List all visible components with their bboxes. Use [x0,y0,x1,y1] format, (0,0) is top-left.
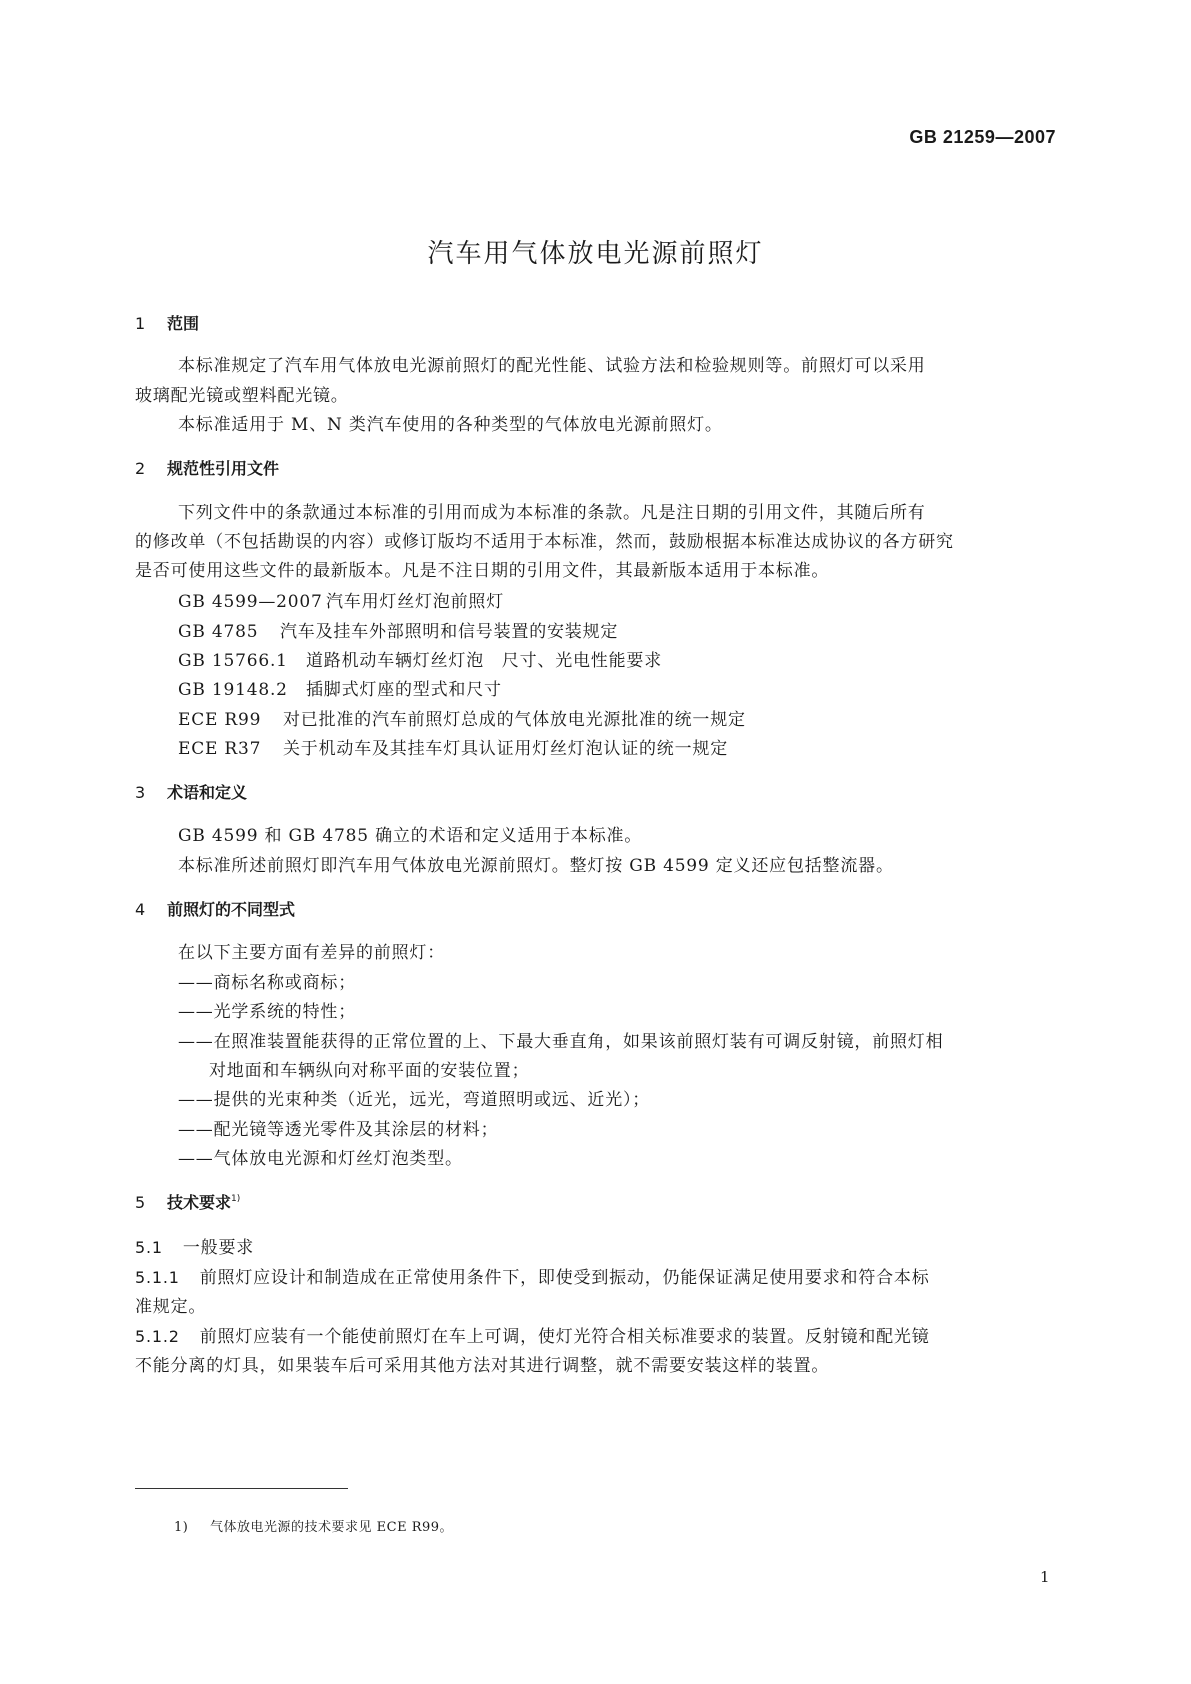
footnote [174,1516,453,1535]
section-title: 规范性引用文件 [167,459,280,478]
section-number: 5 [135,1193,146,1212]
subsection-5-1 [135,1233,254,1258]
footnote-text: 气体放电光源的技术要求见 ECE R99。 [210,1520,454,1535]
reference-item [178,734,728,759]
reference-title: 汽车及挂车外部照明和信号装置的安装规定 [280,622,619,642]
clause-5-1-2 [135,1322,930,1347]
list-item: ——光学系统的特性； [178,1002,356,1022]
clause-text: 前照灯应装有一个能使前照灯在车上可调，使灯光符合相关标准要求的装置。反射镜和配光镜 [199,1327,930,1347]
reference-title: 关于机动车及其挂车灯具认证用灯丝灯泡认证的统一规定 [283,739,728,759]
footnote-divider [135,1488,348,1489]
document-title: 汽车用气体放电光源前照灯 [427,239,764,269]
paragraph: 的修改单（不包括勘误的内容）或修订版均不适用于本标准，然而，鼓励根据本标准达成协议的各方研究 [135,532,954,552]
paragraph: 是否可使用这些文件的最新版本。凡是不注日期的引用文件，其最新版本适用于本标准。 [135,561,830,581]
clause-text: 前照灯应设计和制造成在正常使用条件下，即使受到振动，仍能保证满足使用要求和符合本标 [199,1268,930,1288]
list-item: ——商标名称或商标； [178,973,356,993]
reference-title: 道路机动车辆灯丝灯泡 尺寸、光电性能要求 [306,651,662,671]
subsection-title: 一般要求 [182,1238,255,1258]
reference-code: GB 4785 [178,622,259,642]
list-item: ——在照准装置能获得的正常位置的上、下最大垂直角，如果该前照灯装有可调反射镜，前照灯相 [178,1032,944,1052]
paragraph: 不能分离的灯具，如果装车后可采用其他方法对其进行调整，就不需要安装这样的装置。 [135,1356,830,1376]
list-item: ——提供的光束种类（近光，远光，弯道照明或远、近光）； [178,1090,651,1110]
reference-item [178,587,504,612]
reference-code: ECE R99 [178,710,262,730]
paragraph: 本标准适用于 M、N 类汽车使用的各种类型的气体放电光源前照灯。 [178,415,723,435]
reference-code: GB 19148.2 [178,680,288,700]
section-4-heading [135,897,295,920]
reference-code: GB 4599—2007 [178,592,323,612]
footnote-number: 1) [174,1520,189,1535]
paragraph: 在以下主要方面有差异的前照灯： [178,943,445,963]
section-title: 前照灯的不同型式 [167,900,296,919]
section-5-heading [135,1190,240,1213]
footnote-marker: 1) [231,1194,241,1204]
page-number: 1 [1040,1568,1050,1586]
paragraph: 本标准所述前照灯即汽车用气体放电光源前照灯。整灯按 GB 4599 定义还应包括整流器。 [178,856,894,876]
section-1-heading [135,311,199,334]
section-3-heading [135,780,247,803]
reference-code: GB 15766.1 [178,651,288,671]
section-title: 术语和定义 [167,783,248,802]
paragraph: 玻璃配光镜或塑料配光镜。 [135,386,349,406]
section-2-heading [135,456,279,479]
reference-item [178,705,746,730]
paragraph: 本标准规定了汽车用气体放电光源前照灯的配光性能、试验方法和检验规则等。前照灯可以采用 [178,356,926,376]
section-number: 2 [135,459,146,478]
reference-title: 汽车用灯丝灯泡前照灯 [326,592,504,612]
section-title: 范围 [167,314,200,333]
reference-title: 对已批准的汽车前照灯总成的气体放电光源批准的统一规定 [283,710,746,730]
clause-number: 5.1.1 [135,1268,180,1287]
standard-number: GB 21259—2007 [909,127,1056,147]
clause-number: 5.1.2 [135,1327,180,1346]
paragraph: GB 4599 和 GB 4785 确立的术语和定义适用于本标准。 [178,826,643,846]
reference-item [178,617,618,642]
paragraph: 准规定。 [135,1297,207,1317]
clause-5-1-1 [135,1263,930,1288]
list-item: ——气体放电光源和灯丝灯泡类型。 [178,1149,463,1169]
subsection-number: 5.1 [135,1238,163,1257]
reference-item [178,675,502,700]
list-item: ——配光镜等透光零件及其涂层的材料； [178,1120,499,1140]
list-item-continuation: 对地面和车辆纵向对称平面的安装位置； [209,1061,530,1081]
reference-title: 插脚式灯座的型式和尺寸 [306,680,502,700]
section-number: 3 [135,783,146,802]
reference-code: ECE R37 [178,739,262,759]
paragraph: 下列文件中的条款通过本标准的引用而成为本标准的条款。凡是注日期的引用文件，其随后所有 [178,503,926,523]
section-title: 技术要求 [167,1193,232,1212]
section-number: 1 [135,314,146,333]
section-number: 4 [135,900,146,919]
reference-item [178,646,662,671]
